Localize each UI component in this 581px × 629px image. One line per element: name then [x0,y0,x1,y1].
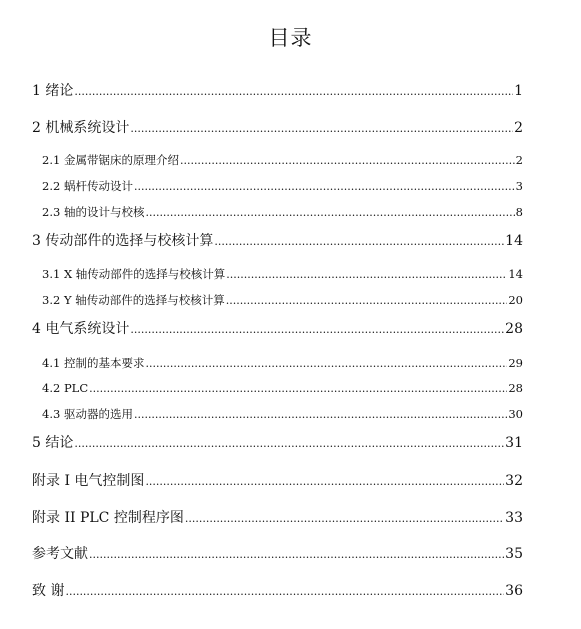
toc-entry-label: 3.1 X 轴传动部件的选择与校核计算 [42,267,226,281]
toc-entry-page: 20 [508,293,523,307]
toc-entry-page: 3 [515,179,523,193]
dot-leader [134,180,515,193]
dot-leader [89,382,507,395]
toc-entry[interactable] [42,292,523,308]
toc-entry-label: 2.2 蜗杆传动设计 [42,179,133,193]
toc-entry-label: 1 绪论 [32,83,74,99]
toc-entry[interactable] [32,507,523,527]
toc-entry-label: 参考文献 [32,546,88,562]
toc-entry[interactable] [42,381,523,395]
toc-entry-label: 5 结论 [32,435,74,451]
dot-leader [145,475,504,488]
toc-entry-label: 4.3 驱动器的选用 [42,407,133,421]
toc-entry[interactable] [32,230,523,250]
dot-leader [74,437,504,450]
toc-entry-page: 14 [508,267,523,281]
toc-entry-label: 3.2 Y 轴传动部件的选择与校核计算 [42,293,225,307]
toc-entry-page: 8 [515,205,523,219]
toc-entry-page: 31 [505,435,523,451]
toc-entry[interactable] [42,406,523,422]
toc-entry-page: 35 [505,546,523,562]
dot-leader [145,357,507,370]
dot-leader [145,206,514,219]
toc-entry-page: 1 [514,83,523,99]
dot-leader [226,294,508,307]
dot-leader [89,548,504,561]
toc-entry[interactable] [32,318,523,338]
dot-leader [130,122,513,135]
dot-leader [65,585,504,598]
toc-entry[interactable] [32,580,523,600]
toc-entry-page: 2 [514,120,523,136]
toc-entry[interactable] [42,355,523,371]
toc-entry-page: 2 [515,153,523,167]
toc-entry[interactable] [32,470,523,490]
toc-entry-label: 3 传动部件的选择与校核计算 [32,233,214,249]
toc-entry-page: 33 [505,510,523,526]
toc-entry-page: 28 [505,321,523,337]
toc-entry[interactable] [32,80,523,100]
toc-entry-page: 36 [505,583,523,599]
toc-entry[interactable] [42,178,523,194]
dot-leader [134,408,507,421]
dot-leader [180,154,515,167]
toc-title: 目录 [268,26,313,50]
toc-entry-page: 32 [505,473,523,489]
toc-entry-label: 2 机械系统设计 [32,120,130,136]
dot-leader [74,85,513,98]
toc-entry-label: 4.1 控制的基本要求 [42,356,145,370]
toc-entry-label: 附录 I 电气控制图 [32,473,145,489]
dot-leader [214,235,504,248]
toc-entry-page: 14 [505,233,523,249]
toc-entry-page: 29 [508,356,523,370]
toc-entry-label: 2.3 轴的设计与校核 [42,205,145,219]
dot-leader [130,323,504,336]
dot-leader [226,268,507,281]
toc-entry[interactable] [42,204,523,220]
toc-entry-label: 2.1 金属带锯床的原理介绍 [42,153,179,167]
toc-entry-label: 附录 II PLC 控制程序图 [32,510,184,526]
toc-entry[interactable] [42,152,523,168]
toc-entry-label: 4.2 PLC [42,381,89,395]
toc-entry[interactable] [42,266,523,282]
toc-entry-label: 4 电气系统设计 [32,321,130,337]
toc-entry[interactable] [32,117,523,137]
toc-entry-label: 致 谢 [32,583,65,599]
toc-entry-page: 30 [508,407,523,421]
toc-entry[interactable] [32,432,523,452]
toc-entry[interactable] [32,543,523,563]
toc-entry-page: 28 [508,381,523,395]
dot-leader [185,512,504,525]
